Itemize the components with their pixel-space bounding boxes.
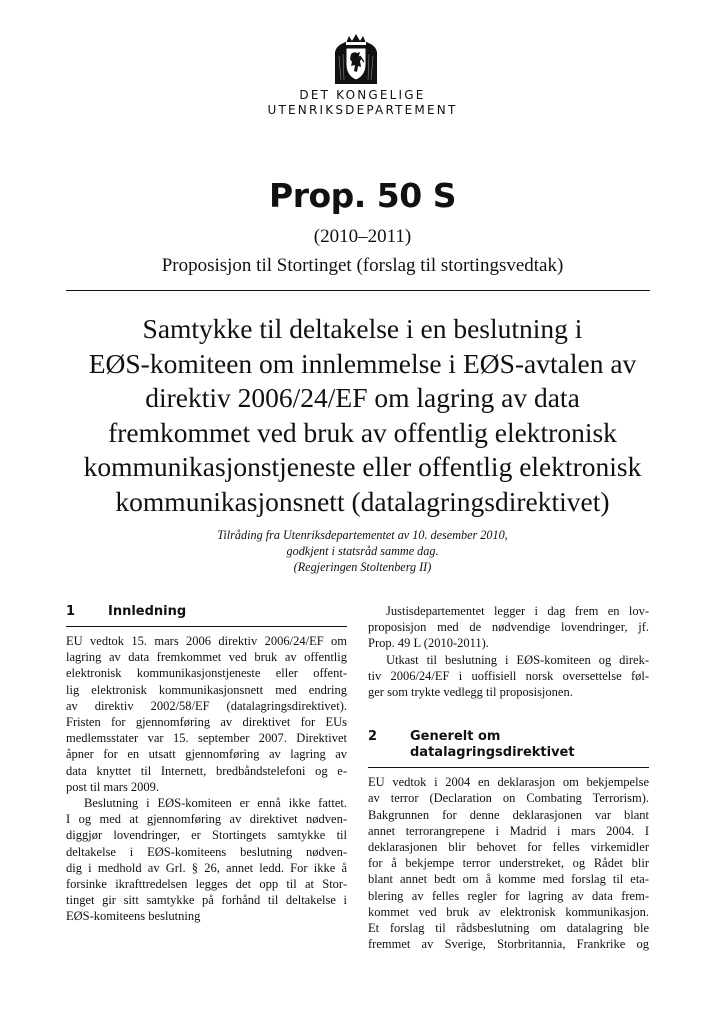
recommendation-line: (Regjeringen Stoltenberg II) (293, 560, 432, 574)
section-2-heading (368, 729, 649, 761)
proposition-title: Prop. 50 S (269, 176, 456, 215)
text-line: Utkast til beslutning i EØS-komiteen og direk- (386, 652, 649, 667)
right-column (368, 603, 649, 952)
section-1-divider (66, 626, 347, 627)
text-line: Justisdepartementet legger i dag frem en lov- (386, 604, 649, 618)
main-title-line: Samtykke til deltakelse i en beslutning i (142, 313, 583, 344)
ministry-name-line1: DET KONGELIGE (299, 88, 426, 102)
recommendation-line: godkjent i statsråd samme dag. (286, 544, 439, 558)
text-line: fremmet av Sverige, Storbritannia, Frankrike og (368, 937, 649, 952)
section-1-heading (66, 604, 347, 620)
title-divider (66, 290, 650, 291)
main-title-line: EØS-komiteen om innlemmelse i EØS-avtalen av (88, 347, 637, 379)
recommendation-line: Tilråding fra Utenriksdepartementet av 10. desember 2010, (217, 528, 508, 542)
text-line: EØS-komiteens beslutning (66, 909, 201, 924)
proposition-subtitle: Proposisjon til Stortinget (forslag til stortingsvedtak) (161, 255, 564, 276)
text-line: deklarasjonen blir behovet for felles virkemidler (368, 840, 649, 855)
paragraph (66, 795, 347, 925)
text-line: blering av felles regler for lagring av data frem- (368, 888, 649, 903)
text-line: data knyttet til Internett, bredbåndstelefoni og e- (66, 763, 347, 778)
main-title-line: kommunikasjonstjeneste eller offentlig elektronisk (83, 451, 642, 482)
text-line: ger som trykte vedlegg til proposisjonen. (368, 685, 573, 700)
text-line: av terror (Declaration on Combating Terrorism). (368, 791, 649, 806)
ministry-name-line2: UTENRIKSDEPARTEMENT (267, 103, 458, 117)
proposition-years: (2010–2011) (313, 226, 412, 247)
text-line: EU vedtok i 2004 en deklarasjon om bekjempelse (368, 775, 649, 790)
section-title (410, 729, 649, 761)
text-line: annet terrorangrepene i Madrid i mars 2004. I (368, 823, 649, 838)
text-line: medlemsstater var 15. september 2007. Direktivet (66, 731, 347, 746)
text-line: åpner for en utsatt gjennomføring av lagring av (66, 747, 347, 762)
text-line: for å bekjempe terror understreket, og Rådet blir (368, 856, 649, 871)
section-2-divider (368, 767, 649, 768)
text-line: proposisjon med de nødvendige lovendringer, jf. (368, 620, 649, 635)
text-line: Fristen for gjennomføring av direktivet for EUs (66, 715, 347, 730)
section-title-line: datalagringsdirektivet (410, 745, 575, 761)
main-title-line: kommunikasjonsnett (datalagringsdirektivet) (115, 485, 610, 517)
text-line: post til mars 2009. (66, 779, 160, 794)
text-line: I og med at gjennomføring av direktivet nødven- (66, 812, 347, 827)
text-line: lagring av data fremkommet ved bruk av offentlig (66, 650, 347, 665)
text-line: tinget gir sitt samtykke på forhånd til deltakelse i (66, 893, 347, 908)
text-line: dig i medhold av Grl. § 26, annet ledd. For ikke å (66, 860, 347, 875)
text-line: Bakgrunnen for denne deklarasjonen var blant (368, 807, 649, 822)
paragraph (368, 774, 649, 952)
paragraph (368, 652, 649, 701)
text-line: EU vedtok 15. mars 2006 direktiv 2006/24/EF om (66, 634, 347, 648)
paragraph (66, 633, 347, 795)
text-line: Beslutning i EØS-komiteen er ennå ikke fattet. (84, 796, 347, 811)
section-number: 1 (66, 604, 76, 619)
text-line: elektronisk kommunikasjonstjeneste eller offent- (66, 666, 347, 681)
section-title-line: Generelt om (410, 729, 501, 745)
text-line: tiv 2006/24/EF i uoffisiell norsk oversettelse føl- (368, 668, 649, 683)
left-column (66, 604, 347, 925)
main-title-line: direktiv 2006/24/EF om lagring av data (145, 382, 580, 413)
text-line: deltakelse i EØS-komiteens beslutning nødven- (66, 844, 347, 859)
text-line: diggjør lovendringer, er Stortingets samtykke til (66, 828, 347, 843)
norway-coat-of-arms-icon (333, 34, 379, 86)
paragraph (368, 603, 649, 652)
text-line: Et forslag til rådsbeslutning om datalagring ble (368, 921, 649, 936)
text-line: kommet ved bruk av elektronisk kommunikasjon. (368, 904, 649, 919)
main-title-line: fremkommet ved bruk av offentlig elektronisk (108, 416, 617, 448)
section-number: 2 (368, 729, 378, 745)
text-line: Prop. 49 L (2010-2011). (368, 636, 489, 651)
main-title (60, 312, 665, 519)
text-line: av direktiv 2002/58/EF (datalagringsdirektivet). (66, 698, 347, 713)
text-line: lig elektronisk kommunikasjonsnett med endring (66, 682, 347, 697)
recommendation-note (0, 527, 725, 575)
section-title: Innledning (108, 604, 187, 619)
text-line: forsinke ikrafttredelsen legges det opp til at Stor- (66, 877, 347, 892)
text-line: blant annet bedt om å komme med forslag til eta- (368, 872, 649, 887)
